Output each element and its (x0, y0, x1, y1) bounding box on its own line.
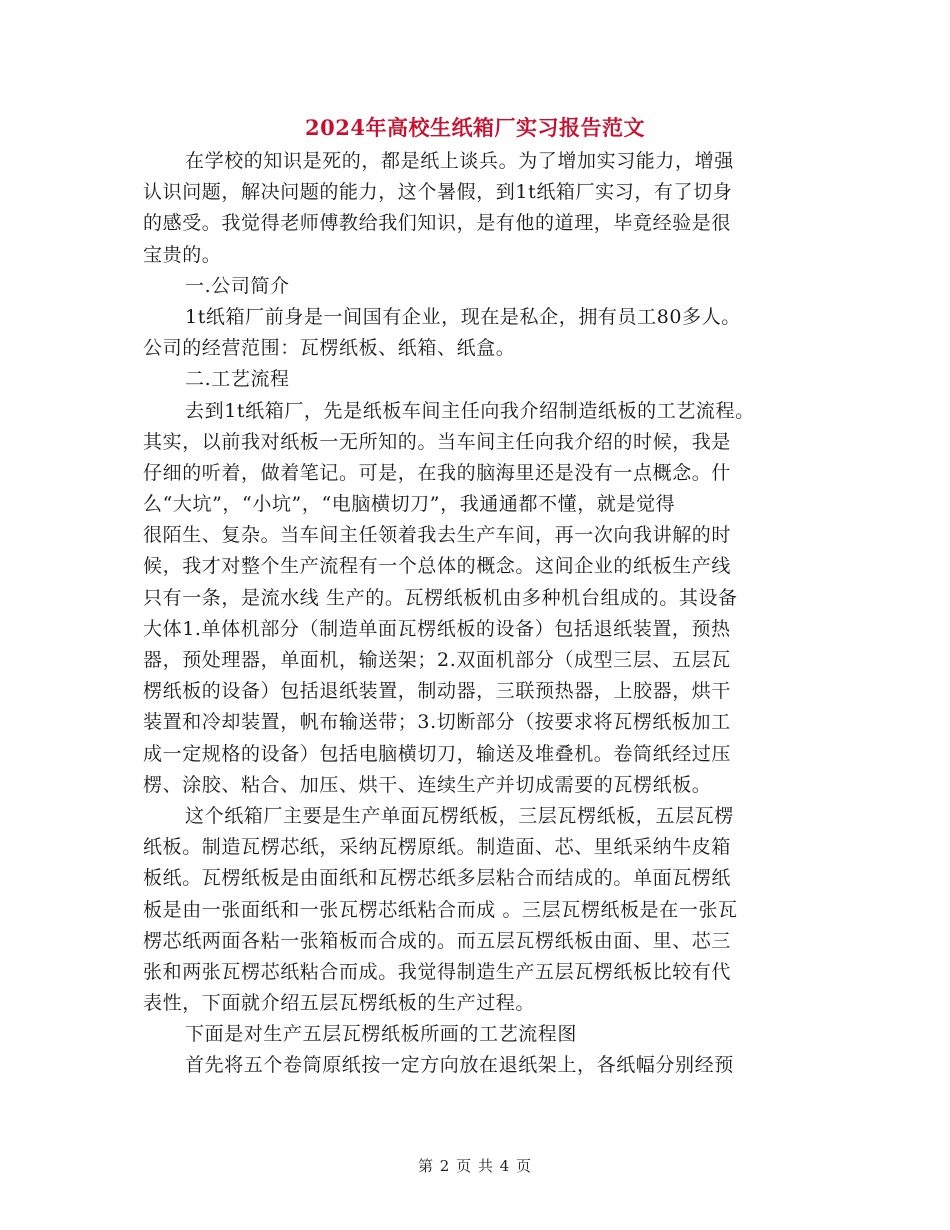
text-line: 的感受。我觉得老师傅教给我们知识，是有他的道理，毕竟经验是很 (143, 212, 732, 235)
text-line: 公司的经营范围：瓦楞纸板、纸箱、纸盒。 (143, 337, 516, 360)
text-line: 首先将五个卷筒原纸按一定方向放在退纸架上，各纸幅分别经预 (185, 1054, 734, 1077)
document-title: 2024年高校生纸箱厂实习报告范文 (305, 115, 645, 140)
text-line: 这个纸箱厂主要是生产单面瓦楞纸板，三层瓦楞纸板，五层瓦楞 (185, 804, 734, 827)
text-line: 楞、涂胶、粘合、加压、烘干、连续生产并切成需要的瓦楞纸板。 (143, 773, 712, 796)
text-line: 只有一条，是流水线 生产的。瓦楞纸板机由多种机台组成的。其设备 (143, 586, 738, 609)
text-line: 在学校的知识是死的，都是纸上谈兵。为了增加实习能力，增强 (185, 150, 734, 172)
text-line: 楞纸板的设备）包括退纸装置，制动器，三联预热器，上胶器，烘干 (143, 680, 732, 703)
text-line: 么“大坑”，“小坑”，“电脑横切刀”，我通通都不懂，就是觉得 (143, 493, 676, 516)
text-line: 板纸。瓦楞纸板是由面纸和瓦楞芯纸多层粘合而结成的。单面瓦楞纸 (143, 867, 732, 890)
text-line: 候，我才对整个生产流程有一个总体的概念。这间企业的纸板生产线 (143, 555, 732, 578)
text-line: 1t纸箱厂前身是一间国有企业，现在是私企，拥有员工80多人。 (185, 305, 741, 328)
text-line: 二.工艺流程 (185, 368, 290, 391)
text-line: 表性，下面就介绍五层瓦楞纸板的生产过程。 (143, 992, 536, 1015)
text-line: 认识问题，解决问题的能力，这个暑假，到1t纸箱厂实习，有了切身 (143, 181, 733, 204)
document-body (143, 146, 808, 1082)
text-line: 大体1.单体机部分（制造单面瓦楞纸板的设备）包括退纸装置，预热 (143, 617, 731, 640)
text-line: 下面是对生产五层瓦楞纸板所画的工艺流程图 (185, 1023, 578, 1046)
text-line: 板是由一张面纸和一张瓦楞芯纸粘合而成 。三层瓦楞纸板是在一张瓦 (143, 898, 738, 921)
text-line: 去到1t纸箱厂，先是纸板车间主任向我介绍制造纸板的工艺流程。 (185, 399, 755, 422)
text-line: 成一定规格的设备）包括电脑横切刀，输送及堆叠机。卷筒纸经过压 (143, 742, 732, 765)
text-line: 楞芯纸两面各粘一张箱板而合成的。而五层瓦楞纸板由面、里、芯三 (143, 929, 732, 952)
text-line: 一.公司简介 (185, 274, 290, 297)
page-footer: 第 2 页 共 4 页 (418, 1157, 532, 1175)
text-line: 装置和冷却装置，帆布输送带；3.切断部分（按要求将瓦楞纸板加工 (143, 711, 731, 734)
text-line: 仔细的听着，做着笔记。可是，在我的脑海里还是没有一点概念。什 (143, 461, 732, 484)
text-line: 器，预处理器，单面机，输送架；2.双面机部分（成型三层、五层瓦 (143, 649, 731, 671)
text-line: 张和两张瓦楞芯纸粘合而成。我觉得制造生产五层瓦楞纸板比较有代 (143, 960, 732, 983)
text-line: 宝贵的。 (143, 243, 222, 266)
text-line: 纸板。制造瓦楞芯纸，采纳瓦楞原纸。制造面、芯、里纸采纳牛皮箱 (143, 836, 732, 859)
text-line: 其实，以前我对纸板一无所知的。当车间主任向我介绍的时候，我是 (143, 430, 732, 453)
text-line: 很陌生、复杂。当车间主任领着我去生产车间，再一次向我讲解的时 (143, 524, 732, 547)
